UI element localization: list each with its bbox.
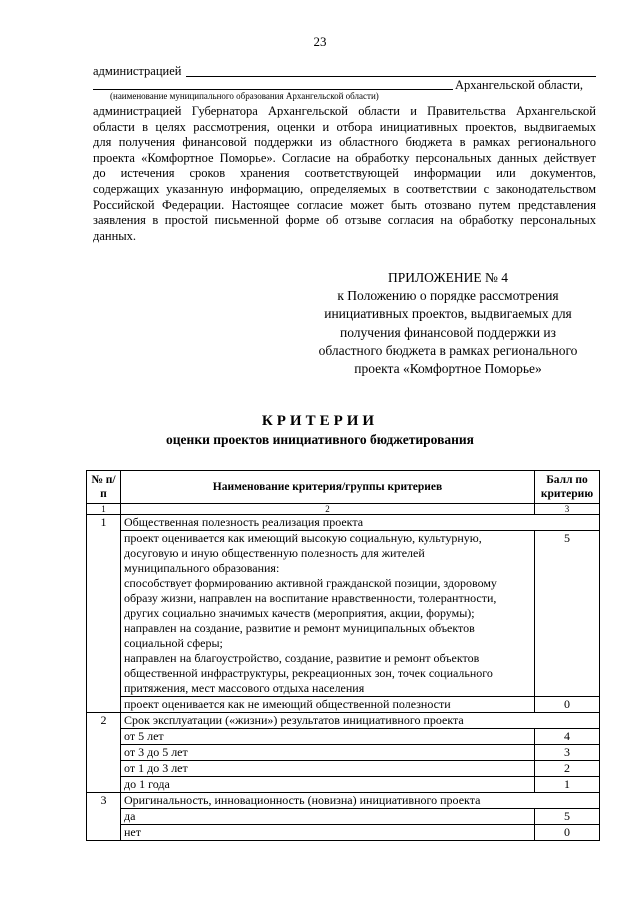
table-row: [87, 729, 600, 745]
option-line: проект оценивается как имеющий высокую социальную, культурную,: [124, 531, 482, 545]
criterion-title-row: [87, 793, 600, 809]
option-text: [121, 729, 535, 745]
criterion-title-row: [87, 515, 600, 531]
appendix-line: к Положению о порядке рассмотрения: [337, 288, 559, 304]
appendix-line: инициативных проектов, выдвигаемых для: [324, 306, 572, 322]
index-cell: 3: [535, 504, 600, 515]
criterion-title: Срок эксплуатации («жизни») результатов инициативного проекта: [121, 713, 600, 729]
option-score: 5: [535, 809, 600, 825]
option-line: досуговую и иную общественную полезность для жителей: [124, 546, 425, 560]
index-cell: 1: [87, 504, 121, 515]
document-subtitle: оценки проектов инициативного бюджетирования: [166, 432, 474, 447]
option-line: направлен на создание, развитие и ремонт муниципальных объектов: [124, 621, 475, 635]
appendix-line: областного бюджета в рамках регионального: [318, 342, 578, 358]
table-row: [87, 531, 600, 697]
header-name: Наименование критерия/группы критериев: [121, 471, 535, 504]
document-title: КРИТЕРИИ: [261, 413, 379, 429]
option-text: [121, 809, 535, 825]
option-line: притяжения, мест массового отдыха населения: [124, 681, 365, 695]
option-line: образу жизни, направлен на воспитание нравственности, толерантности,: [124, 591, 497, 605]
consent-line: содержащих указанную информацию, определяемых в соответствии с законодательством: [93, 181, 596, 196]
option-score: 1: [535, 777, 600, 793]
option-line: от 1 до 3 лет: [124, 761, 188, 775]
option-text: [121, 745, 535, 761]
appendix-title: ПРИЛОЖЕНИЕ № 4: [387, 270, 509, 285]
table-row: [87, 809, 600, 825]
appendix-line: проекта «Комфортное Поморье»: [354, 361, 542, 377]
consent-line: до истечения сроков хранения соответствующей информации или документов,: [93, 166, 596, 181]
criterion-number: 3: [87, 793, 121, 841]
municipality-caption: (наименование муниципального образования Архангельской области): [110, 91, 379, 101]
criterion-title-row: [87, 713, 600, 729]
index-cell: 2: [121, 504, 535, 515]
consent-line: администрацией Губернатора Архангельской области и Правительства Архангельской: [93, 104, 596, 118]
option-line: других социально значимых качеств (мероприятия, акции, форумы);: [124, 606, 475, 620]
option-score: 3: [535, 745, 600, 761]
option-text: [121, 531, 535, 697]
option-line: нет: [124, 825, 141, 839]
criterion-number: 2: [87, 713, 121, 793]
consent-line: для получения финансовой поддержки из областного бюджета в рамках регионального: [93, 135, 596, 150]
consent-line: проекта «Комфортное Поморье». Согласие на обработку персональных данных действует: [93, 150, 596, 165]
option-line: муниципального образования:: [124, 561, 280, 575]
option-line: от 5 лет: [124, 729, 164, 743]
criteria-table: [86, 470, 600, 841]
option-line: да: [124, 809, 136, 823]
admin-label: администрацией: [93, 64, 182, 78]
municipality-blank-line: [93, 74, 453, 90]
consent-paragraph: [93, 104, 596, 244]
option-text: [121, 825, 535, 841]
option-score: 0: [535, 697, 600, 713]
index-row: [87, 504, 600, 515]
table-row: [87, 697, 600, 713]
criterion-title: Оригинальность, инновационность (новизна) инициативного проекта: [121, 793, 600, 809]
option-score: 4: [535, 729, 600, 745]
option-text: [121, 761, 535, 777]
criterion-number: 1: [87, 515, 121, 713]
option-line: общественной инфраструктуры, рекреационных зон, точек социального: [124, 666, 493, 680]
option-line: направлен на благоустройство, создание, развитие и ремонт объектов: [124, 651, 480, 665]
option-score: 2: [535, 761, 600, 777]
option-text: [121, 697, 535, 713]
option-line: способствует формированию активной гражданской позиции, здоровому: [124, 576, 497, 590]
table-row: [87, 777, 600, 793]
table-row: [87, 825, 600, 841]
header-num: № п/п: [87, 471, 121, 504]
consent-line: данных.: [93, 228, 137, 243]
appendix-block: [300, 269, 596, 378]
option-line: проект оценивается как не имеющий общественной полезности: [124, 697, 451, 711]
table-row: [87, 761, 600, 777]
option-line: до 1 года: [124, 777, 170, 791]
table-row: [87, 745, 600, 761]
consent-line: заявления в простой письменной форме об отзыве согласия на обработку персональных: [93, 213, 596, 228]
appendix-line: получения финансовой поддержки из: [340, 324, 556, 340]
option-line: от 3 до 5 лет: [124, 745, 188, 759]
option-line: социальной сферы;: [124, 636, 223, 650]
consent-line: области в целях рассмотрения, оценки и отбора инициативных проектов, выдвигаемых: [93, 119, 596, 134]
page-number: 23: [313, 34, 327, 49]
option-text: [121, 777, 535, 793]
region-suffix: Архангельской области,: [455, 78, 584, 92]
consent-line: Российской Федерации. Настоящее согласие может быть отозвано путем представления: [93, 197, 596, 212]
header-score: Балл по критерию: [535, 471, 600, 504]
criterion-title: Общественная полезность реализация проекта: [121, 515, 600, 531]
option-score: 5: [535, 531, 600, 697]
option-score: 0: [535, 825, 600, 841]
table-header-row: [87, 471, 600, 504]
